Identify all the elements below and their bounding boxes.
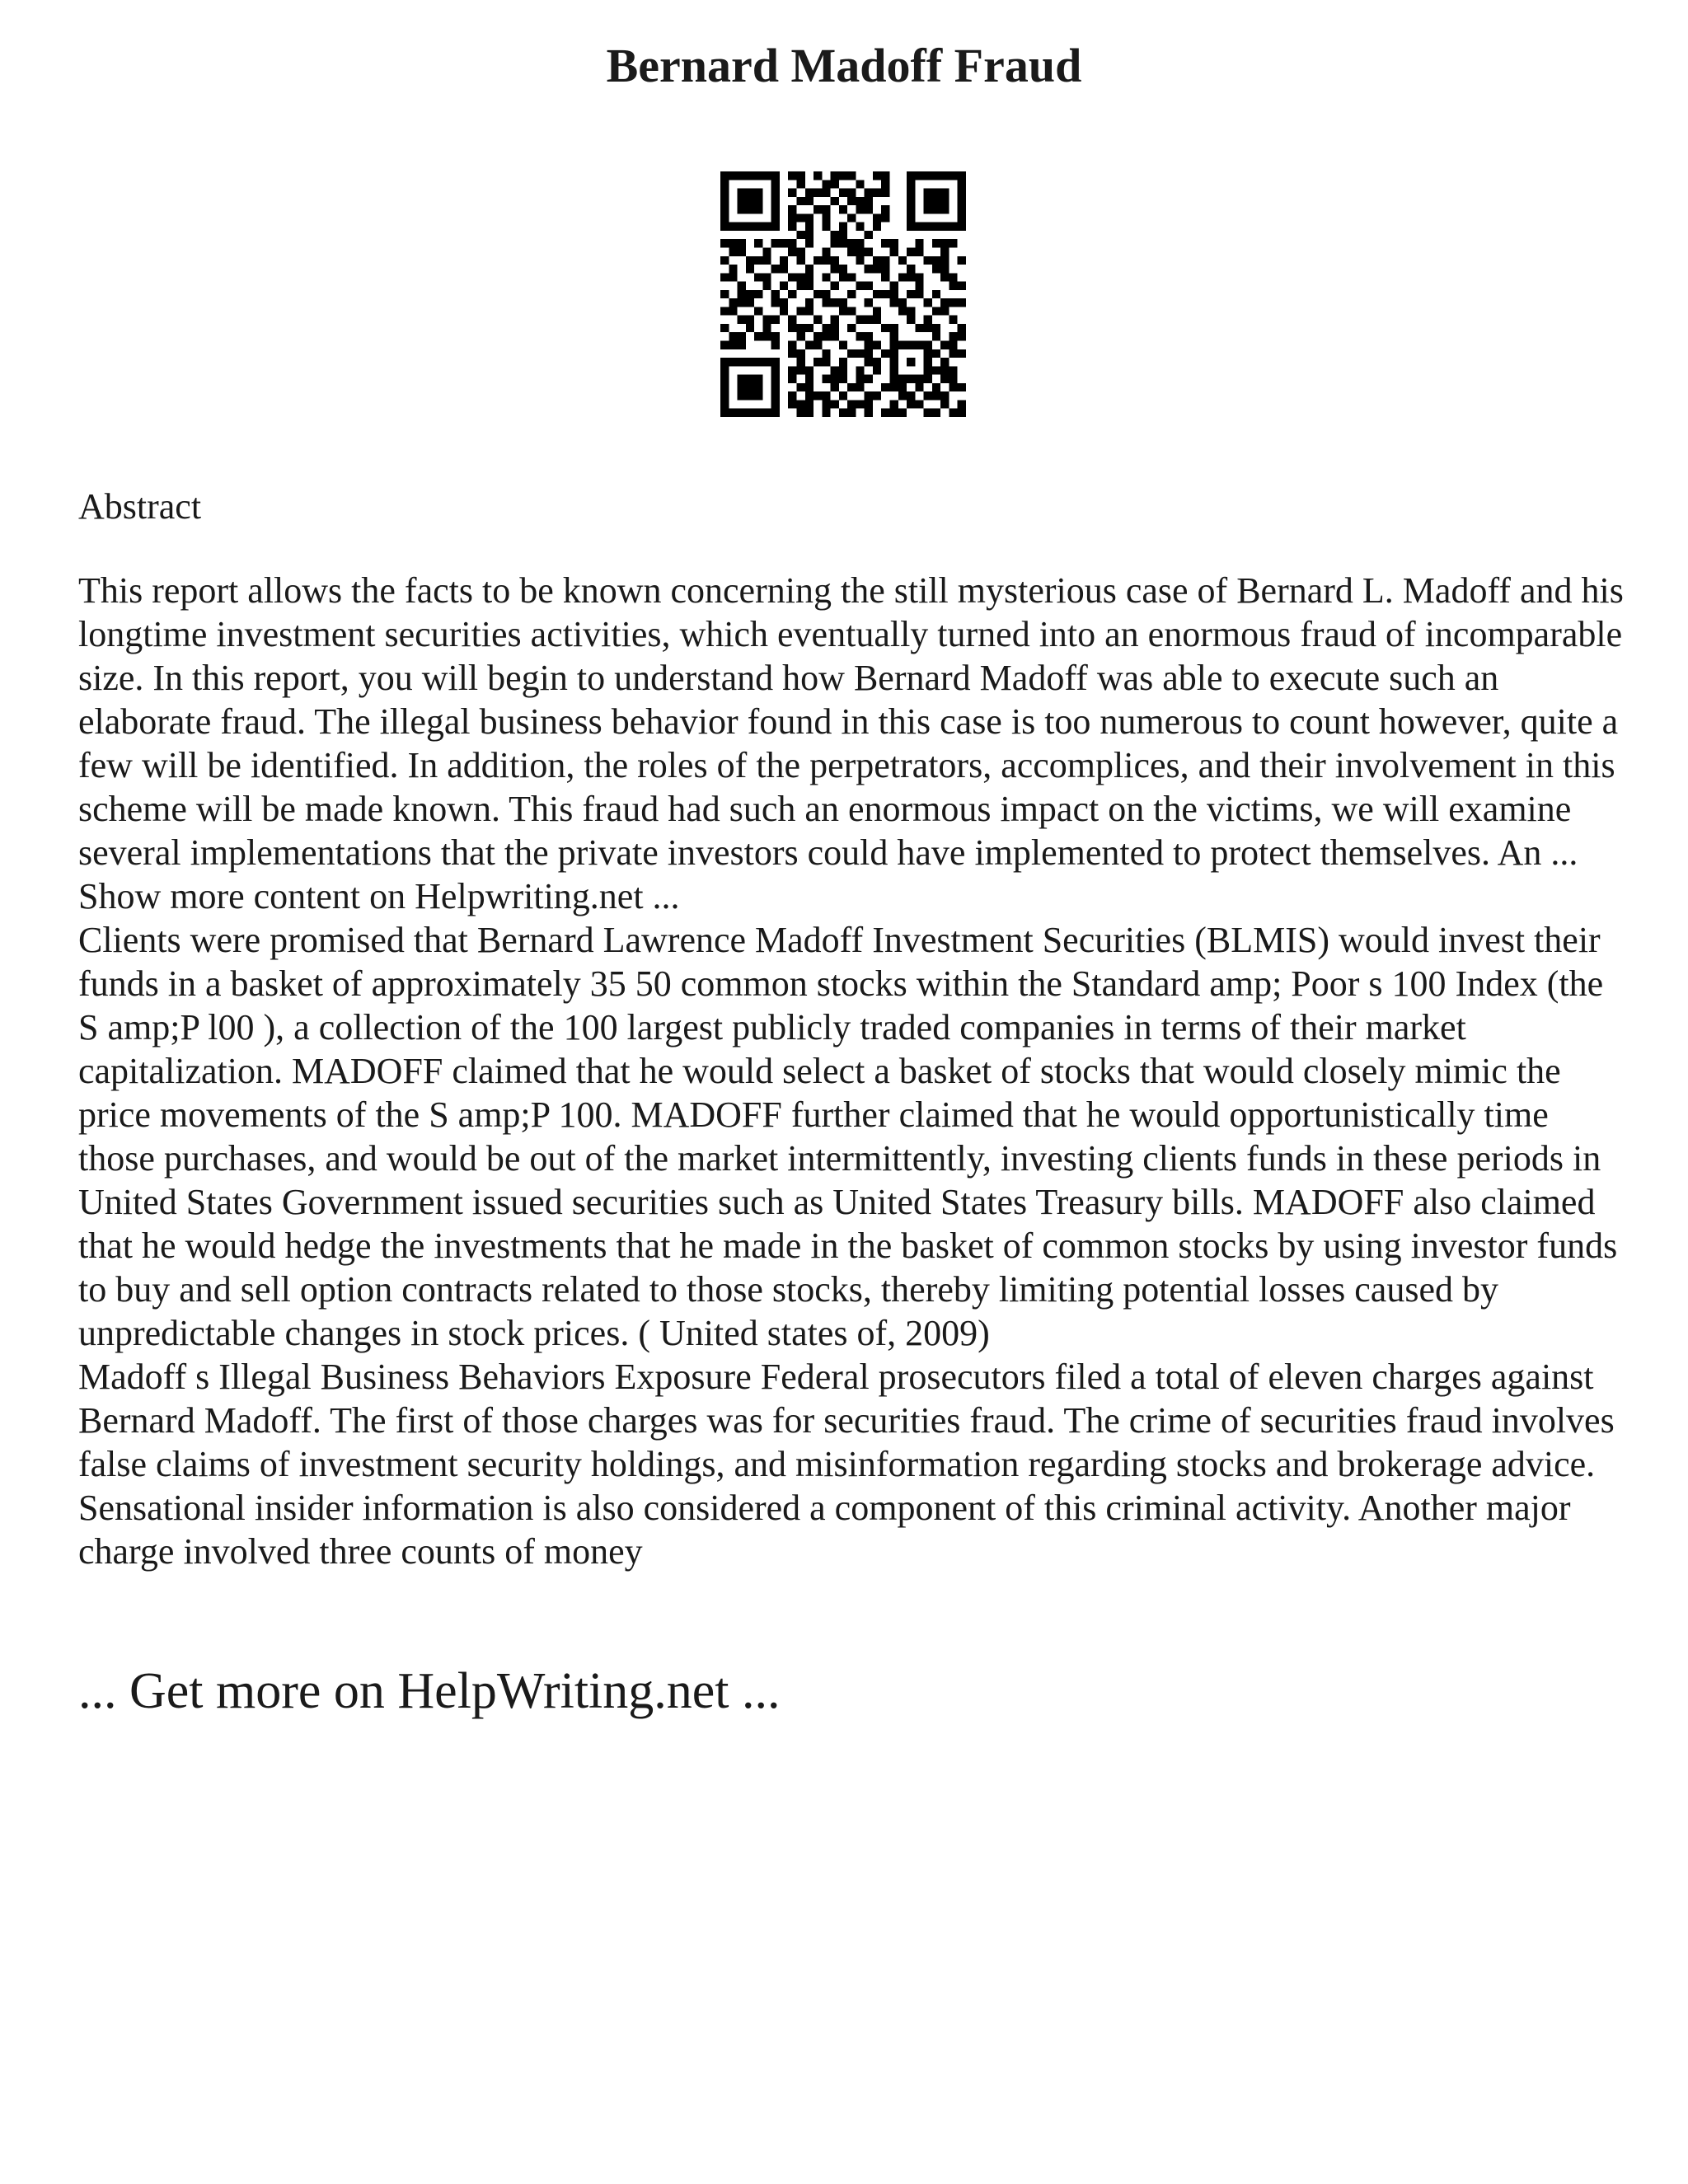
paragraph-clients: Clients were promised that Bernard Lawrence Madoff Investment Securities (BLMIS) would invest their funds in a basket of approximately 35 50 common stocks within the Standard amp; Poor s 100 Index (the S amp;P l00 ), a collection of the 100 largest publicly traded companies in terms of their market capitalization. MADOFF claimed that he would select a basket of stocks that would closely mimic the price movements of the S amp;P 100. MADOFF further claimed that he would opportunistically time those purchases, and would be out of the market intermittently, investing clients funds in these periods in United States Government issued securities such as United States Treasury bills. MADOFF also claimed that he would hedge the investments that he made in the basket of common stocks by using investor funds to buy and sell option contracts related to those stocks, thereby limiting potential losses caused by unpredictable changes in stock prices. ( United states of, 2009) [78, 920, 1618, 1353]
paragraph-intro: This report allows the facts to be known concerning the still mysterious case of Bernard L. Madoff and his longtime investment securities activities, which eventually turned into an enormous fraud of incomparable size. In this report, you will begin to understand how Bernard Madoff was able to execute such an elaborate fraud. The illegal business behavior found in this case is too numerous to count however, quite a few will be identified. In addition, the roles of the perpetrators, accomplices, and their involvement in this scheme will be made known. This fraud had such an enormous impact on the victims, we will examine several implementations that the private investors could have implemented to protect themselves. An ... Show more content on Helpwriting.net ... [78, 570, 1624, 916]
qr-code-icon[interactable] [720, 171, 966, 417]
get-more-link[interactable]: ... Get more on HelpWriting.net ... [78, 1663, 781, 1719]
body-text [78, 569, 1628, 1573]
paragraph-charges: Madoff s Illegal Business Behaviors Exposure Federal prosecutors filed a total of eleven charges against Bernard Madoff. The first of those charges was for securities fraud. The crime of securities fraud involves false claims of investment security holdings, and misinformation regarding stocks and brokerage advice. Sensational insider information is also considered a component of this criminal activity. Another major charge involved three counts of money [78, 1357, 1615, 1572]
abstract-heading: Abstract [78, 486, 202, 527]
document-title: Bernard Madoff Fraud [606, 39, 1082, 92]
